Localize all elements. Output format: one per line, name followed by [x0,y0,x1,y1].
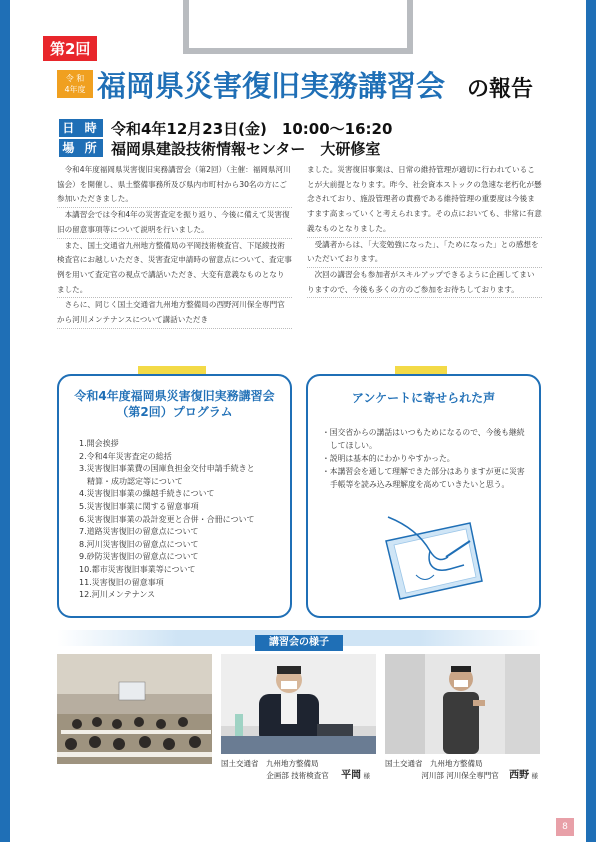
list-item: 7.道路災害復旧の留意点について [79,527,199,537]
body-paragraph: 次回の講習会も参加者がスキルアップできるように企画してまいりますので、今後も多くの方のご参加をお待ちしております。 [307,268,542,298]
list-item: 精算・成功認定等について [79,476,183,486]
program-list [79,438,255,602]
speaker-photo-nishino [385,654,540,754]
list-item: ・説明は基本的にわかりやすかった。 [322,454,455,463]
list-item: 5.災害復旧事業に関する留意事項 [79,501,199,511]
body-paragraph: 受講者からは、「大変勉強になった」、「ためになった」との感想をいただいております。 [307,238,542,268]
era-line2: 4年度 [64,85,86,94]
list-item: 4.災害復旧事業の繰越手続きについて [79,489,215,499]
program-title [59,388,290,420]
survey-list [322,426,525,491]
list-item: ・国交省からの講話はいつもためになるので、今後も継続してほしい。 [322,428,525,450]
body-paragraph: ました。災害復旧事業は、日常の維持管理が適切に行われていることが大前提となります。昨今、社会資本ストックの急速な老朽化が懸念されており、施設管理者の責務である維持管理の重要度は今後ますます高まっていくと考えられます。その点においても、非常に有意義なものとなりました。 [307,163,542,238]
caption-hiraoka [221,758,376,782]
list-item: 3.災害復旧事業費の国庫負担金交付申請手続きと [79,464,255,474]
caption-dept: 企画部 技術検査官 [266,771,329,780]
gallery-heading-band [57,630,541,646]
program-box [57,374,292,618]
program-title-line2: （第2回）プログラム [116,405,233,419]
body-paragraph: 令和4年度福岡県災害復旧実務講習会（第2回）（主催：福岡県河川協会）を開催し、県土整備事務所及び県内市町村から30名の方にご参加いただきました。 [57,163,292,208]
left-border [0,0,10,842]
writing-hand-illustration [378,511,488,603]
place-label: 場 所 [59,139,103,157]
caption-name: 西野 [509,770,530,781]
place-row [59,138,380,158]
gallery-heading: 講習会の様子 [255,635,343,651]
survey-title: アンケートに寄せられた声 [351,391,496,405]
list-item: 8.河川災害復旧の留意点について [79,539,199,549]
list-item: 2.令和4年災害査定の総括 [79,451,172,461]
date-value: 令和4年12月23日(金) 10:00〜16:20 [111,119,393,138]
right-border [586,0,596,842]
era-badge [57,70,93,98]
episode-badge: 第2回 [43,36,97,61]
caption-role [385,770,540,782]
caption-role [221,770,376,782]
list-item: 1.開会挨拶 [79,439,119,448]
page-title: 福岡県災害復旧実務講習会 [97,69,446,103]
era-line1: 令 和 [65,74,85,83]
caption-nishino [385,758,540,782]
caption-name: 平岡 [341,770,362,781]
title-suffix: の報告 [467,77,534,102]
list-item: 12.河川メンテナンス [79,590,156,600]
date-label: 日 時 [59,119,103,137]
caption-dept: 河川部 河川保全専門官 [421,771,499,780]
binder-tab [183,0,413,54]
list-item: 9.砂防災害復旧の留意点について [79,552,199,562]
page-number: 8 [556,818,574,836]
caption-org: 国土交通省 九州地方整備局 [221,759,319,768]
caption-org: 国土交通省 九州地方整備局 [385,759,483,768]
body-right-column [307,163,542,298]
body-left-column [57,163,292,329]
seminar-room-photo [57,654,212,764]
body-paragraph: 本講習会では令和4年の災害査定を振り返り、今後に備えて災害復旧の留意事項等について説明を行いました。 [57,208,292,238]
caption-honorific: 様 [363,772,370,780]
survey-box [306,374,541,618]
program-title-line1: 令和4年度福岡県災害復旧実務講習会 [74,389,275,403]
date-row [59,118,392,138]
place-value: 福岡県建設技術情報センター 大研修室 [111,139,381,158]
body-paragraph: また、国土交通省九州地方整備局の平岡技術検査官、下尾綾技術検査官にお越しいただき、災害査定申請時の留意点について、査定事例を用いて査定官の視点で講話いただき、大変有意義なものとなりました。 [57,239,292,299]
list-item: ・本講習会を通して理解できた部分はありますが更に災害手帳等を読み込み理解度を高めていきたいと思う。 [322,467,525,489]
caption-honorific: 様 [531,772,538,780]
list-item: 10.都市災害復旧事業等について [79,564,196,574]
body-paragraph: さらに、同じく国土交通省九州地方整備局の西野河川保全専門官から河川メンテナンスについて講話いただき [57,298,292,328]
list-item: 6.災害復旧事業の設計変更と合併・合冊について [79,514,255,524]
speaker-photo-hiraoka [221,654,376,754]
list-item: 11.災害復旧の留意事項 [79,577,164,587]
